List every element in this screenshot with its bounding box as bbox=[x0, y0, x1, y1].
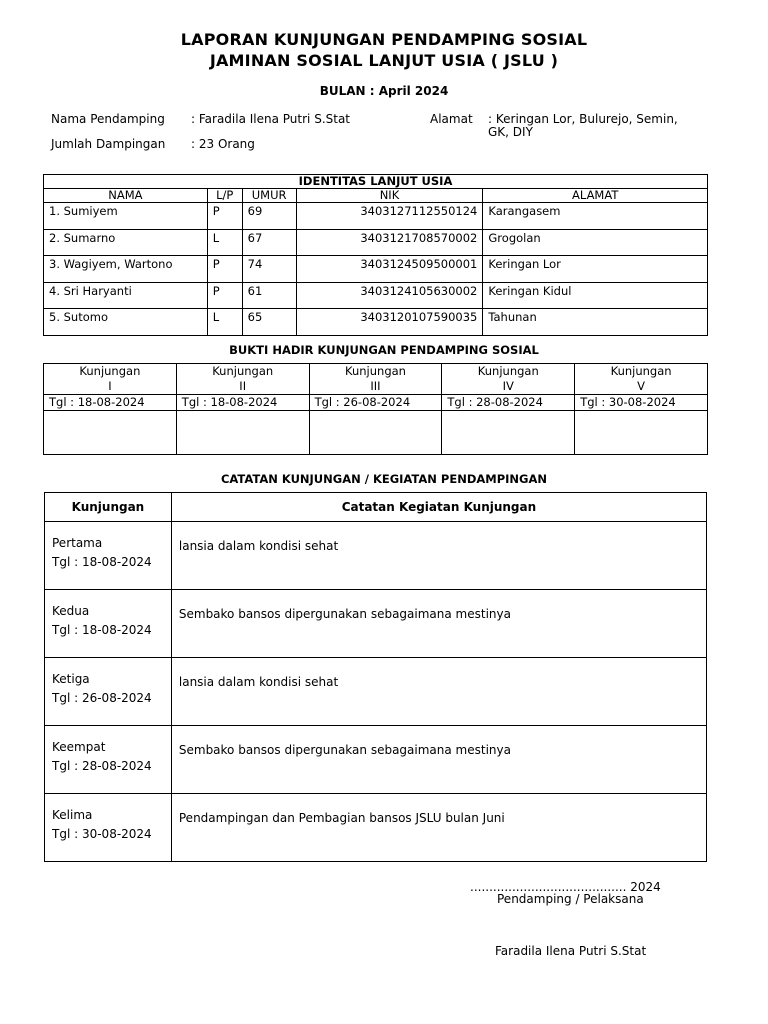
visit-label: Kunjungan bbox=[610, 364, 672, 378]
cell-umur: 69 bbox=[242, 203, 296, 230]
jumlah-dampingan-label: Jumlah Dampingan bbox=[51, 137, 166, 151]
col-nik: NIK bbox=[296, 189, 483, 203]
cell-umur: 61 bbox=[242, 282, 296, 309]
table-row bbox=[44, 203, 708, 230]
col-umur: UMUR bbox=[242, 189, 296, 203]
kunjungan-cell bbox=[45, 794, 172, 862]
kunjungan-cell bbox=[45, 658, 172, 726]
cell-alamat: Karangasem bbox=[483, 203, 708, 230]
cell-nama: 3. Wagiyem, Wartono bbox=[44, 256, 208, 283]
visit-label: Kunjungan bbox=[79, 364, 141, 378]
jumlah-dampingan-value: : 23 Orang bbox=[191, 137, 255, 151]
visit-number: IV bbox=[502, 379, 514, 393]
alamat-label: Alamat bbox=[430, 112, 473, 126]
identitas-title: IDENTITAS LANJUT USIA bbox=[44, 175, 708, 189]
visit-label: Kunjungan bbox=[345, 364, 406, 378]
catatan-cell: lansia dalam kondisi sehat bbox=[171, 658, 706, 726]
table-row bbox=[45, 658, 707, 726]
cell-alamat: Keringan Lor bbox=[483, 256, 708, 283]
kunjungan-name: Ketiga bbox=[52, 672, 90, 686]
visit-date: Tgl : 18-08-2024 bbox=[176, 395, 309, 411]
kunjungan-date: Tgl : 18-08-2024 bbox=[52, 623, 152, 637]
table-row bbox=[44, 309, 708, 336]
report-month: BULAN : April 2024 bbox=[319, 84, 449, 98]
signature-cell bbox=[442, 411, 575, 455]
col-nama: NAMA bbox=[44, 189, 208, 203]
kunjungan-cell bbox=[45, 522, 172, 590]
kunjungan-name: Kedua bbox=[52, 604, 90, 618]
col-kunjungan: Kunjungan bbox=[45, 493, 172, 522]
visit-date: Tgl : 18-08-2024 bbox=[44, 395, 177, 411]
signature-cell bbox=[176, 411, 309, 455]
kunjungan-date: Tgl : 28-08-2024 bbox=[52, 759, 152, 773]
col-alamat: ALAMAT bbox=[483, 189, 708, 203]
signature-role: Pendamping / Pelaksana bbox=[497, 892, 644, 906]
visit-label: Kunjungan bbox=[477, 364, 539, 378]
cell-lp: P bbox=[207, 203, 242, 230]
cell-nama: 5. Sutomo bbox=[44, 309, 208, 336]
kunjungan-cell bbox=[45, 726, 172, 794]
kunjungan-cell bbox=[45, 590, 172, 658]
catatan-cell: Sembako bansos dipergunakan sebagaimana mestinya bbox=[171, 590, 706, 658]
signature-cell bbox=[309, 411, 442, 455]
table-row bbox=[44, 282, 708, 309]
cell-nama: 1. Sumiyem bbox=[44, 203, 208, 230]
visit-header bbox=[575, 364, 708, 395]
signature-date: ......................................... 2024 bbox=[470, 880, 661, 894]
visit-date: Tgl : 26-08-2024 bbox=[309, 395, 442, 411]
signature-cell bbox=[44, 411, 177, 455]
visit-date-row bbox=[44, 395, 708, 411]
cell-nama: 2. Sumarno bbox=[44, 229, 208, 256]
nama-pendamping-label: Nama Pendamping bbox=[51, 112, 165, 126]
cell-alamat: Tahunan bbox=[483, 309, 708, 336]
visit-number: II bbox=[239, 379, 247, 393]
signature-row bbox=[44, 411, 708, 455]
visit-number: V bbox=[637, 379, 646, 393]
table-row bbox=[45, 726, 707, 794]
alamat-value-line1: : Keringan Lor, Bulurejo, Semin, bbox=[488, 112, 678, 126]
bukti-hadir-title: BUKTI HADIR KUNJUNGAN PENDAMPING SOSIAL bbox=[229, 343, 539, 357]
report-title-line1: LAPORAN KUNJUNGAN PENDAMPING SOSIAL bbox=[180, 30, 588, 49]
visit-header bbox=[176, 364, 309, 395]
visit-date: Tgl : 28-08-2024 bbox=[442, 395, 575, 411]
cell-alamat: Keringan Kidul bbox=[483, 282, 708, 309]
cell-lp: P bbox=[207, 282, 242, 309]
cell-nik: 3403120107590035 bbox=[296, 309, 483, 336]
visit-number: I bbox=[108, 379, 112, 393]
table-row bbox=[44, 229, 708, 256]
cell-lp: L bbox=[207, 229, 242, 256]
alamat-value-line2: GK, DIY bbox=[488, 125, 533, 139]
kunjungan-name: Pertama bbox=[52, 536, 103, 550]
visit-header bbox=[309, 364, 442, 395]
kunjungan-name: Kelima bbox=[52, 808, 93, 822]
table-row bbox=[45, 522, 707, 590]
kunjungan-date: Tgl : 18-08-2024 bbox=[52, 555, 152, 569]
visit-number: III bbox=[370, 379, 381, 393]
cell-lp: P bbox=[207, 256, 242, 283]
table-row bbox=[45, 590, 707, 658]
visit-label: Kunjungan bbox=[212, 364, 274, 378]
signature-name: Faradila Ilena Putri S.Stat bbox=[495, 944, 647, 958]
catatan-title: CATATAN KUNJUNGAN / KEGIATAN PENDAMPINGAN bbox=[220, 472, 548, 486]
cell-umur: 67 bbox=[242, 229, 296, 256]
visit-date: Tgl : 30-08-2024 bbox=[575, 395, 708, 411]
kunjungan-date: Tgl : 30-08-2024 bbox=[52, 827, 152, 841]
cell-umur: 65 bbox=[242, 309, 296, 336]
table-row bbox=[44, 256, 708, 283]
table-row bbox=[45, 794, 707, 862]
col-lp: L/P bbox=[207, 189, 242, 203]
cell-nik: 3403121708570002 bbox=[296, 229, 483, 256]
kunjungan-name: Keempat bbox=[52, 740, 106, 754]
col-catatan: Catatan Kegiatan Kunjungan bbox=[171, 493, 706, 522]
cell-lp: L bbox=[207, 309, 242, 336]
cell-umur: 74 bbox=[242, 256, 296, 283]
catatan-cell: Pendampingan dan Pembagian bansos JSLU bulan Juni bbox=[171, 794, 706, 862]
visit-header-row bbox=[44, 364, 708, 395]
catatan-cell: Sembako bansos dipergunakan sebagaimana mestinya bbox=[171, 726, 706, 794]
signature-cell bbox=[575, 411, 708, 455]
cell-nik: 3403127112550124 bbox=[296, 203, 483, 230]
catatan-cell: lansia dalam kondisi sehat bbox=[171, 522, 706, 590]
report-title-line2: JAMINAN SOSIAL LANJUT USIA ( JSLU ) bbox=[209, 51, 559, 70]
identitas-table bbox=[43, 174, 708, 336]
visit-header bbox=[442, 364, 575, 395]
cell-nik: 3403124105630002 bbox=[296, 282, 483, 309]
kunjungan-date: Tgl : 26-08-2024 bbox=[52, 691, 152, 705]
visit-header bbox=[44, 364, 177, 395]
nama-pendamping-value: : Faradila Ilena Putri S.Stat bbox=[191, 112, 351, 126]
catatan-table bbox=[44, 492, 707, 862]
cell-nama: 4. Sri Haryanti bbox=[44, 282, 208, 309]
cell-alamat: Grogolan bbox=[483, 229, 708, 256]
cell-nik: 3403124509500001 bbox=[296, 256, 483, 283]
bukti-hadir-table bbox=[43, 363, 708, 455]
